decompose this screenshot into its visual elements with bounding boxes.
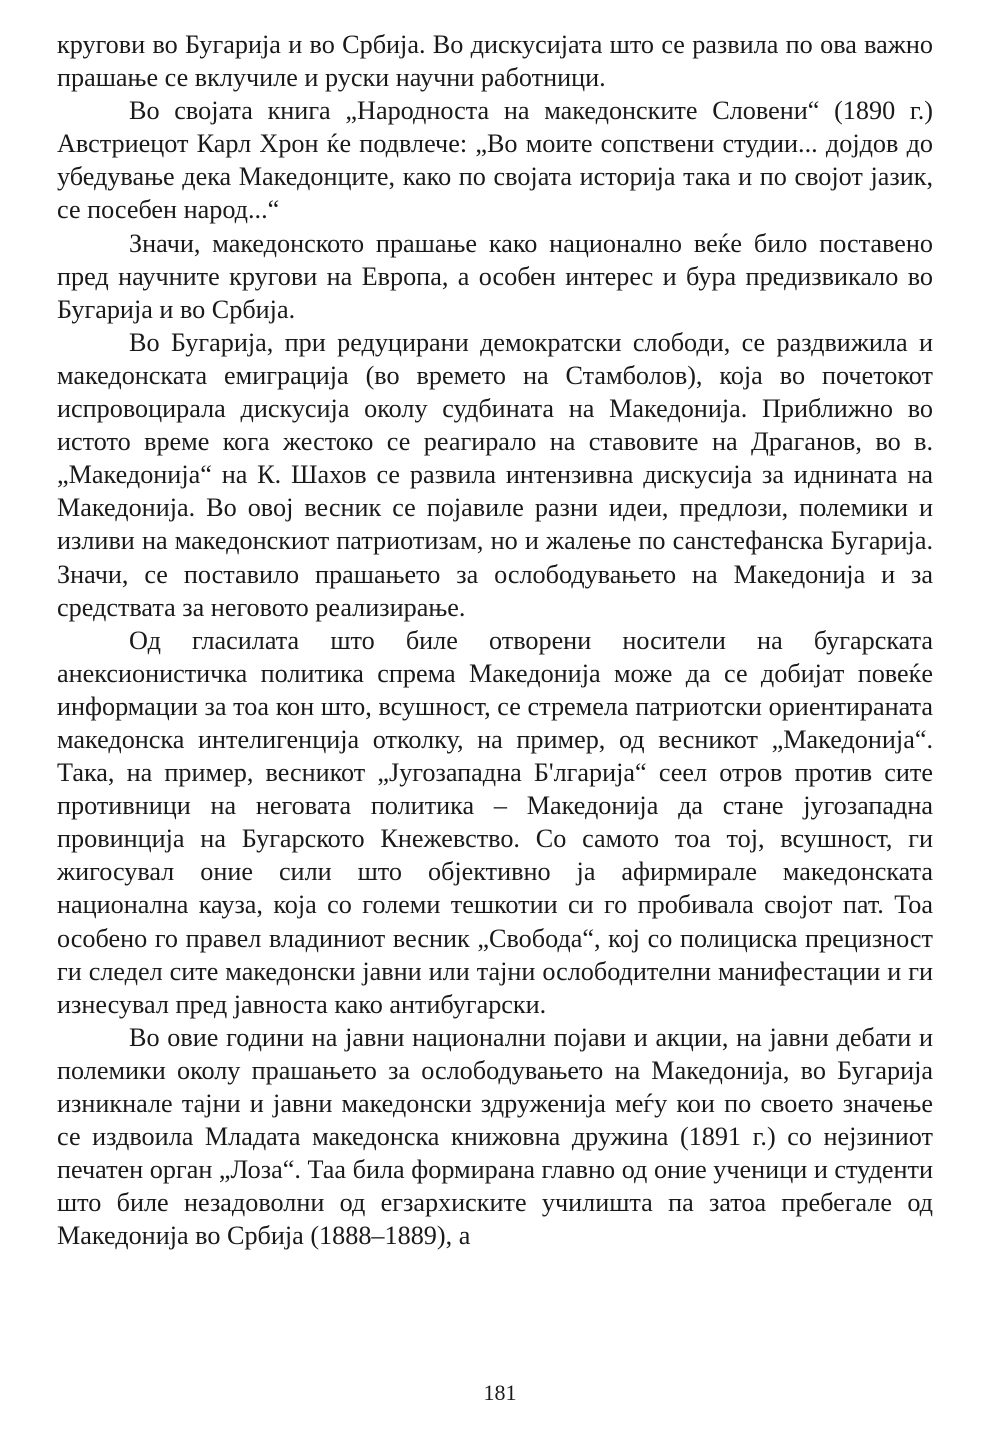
body-text	[57, 28, 933, 1252]
page-number: 181	[483, 1380, 517, 1405]
paragraph-1: кругови во Бугарија и во Србија. Во дискусијата што се развила по ова важно прашање се вклучиле и руски научни работници.	[57, 30, 933, 93]
paragraph-6: Во овие години на јавни национални појави и акции, на јавни дебати и полемики околу прашањето за ослободувањето на Македонија, во Бугарија изникнале тајни и јавни македонски здруженија меѓу кои по своето значење се издвоила Младата македонска книжовна дружина (1891 г.) со нејзиниот печатен орган „Лоза“. Таа била формирана главно од оние ученици и студенти што биле незадоволни од егзархиските училишта па затоа пребегале од Македонија во Србија (1888–1889), а	[57, 1022, 933, 1251]
paragraph-3: Значи, македонското прашање како национално веќе било поставено пред научните кругови на Европа, а особен интерес и бура предизвикало во Бугарија и во Србија.	[57, 228, 933, 324]
paragraph-4: Во Бугарија, при редуцирани демократски слободи, се раздвижила и македонската емиграција (во времето на Стамболов), која во почетокот испровоцирала дискусија околу судбината на Македонија. Приближно во истото време кога жестоко се реагирало на ставовите на Драганов, во в. „Македонија“ на К. Шахов се развила интензивна дискусија за иднината на Македонија. Во овој весник се појавиле разни идеи, предлози, полемики и изливи на македонскиот патриотизам, но и жалење по санстефанска Бугарија. Значи, се поставило прашањето за ослободувањето на Македонија и за средствата за неговото реализирање.	[57, 327, 933, 622]
paragraph-5: Од гласилата што биле отворени носители на бугарската анексионистичка политика спрема Македонија може да се добијат повеќе информации за тоа кон што, всушност, се стремела патриотски ориентираната македонска интелигенција отколку, на пример, од весникот „Македонија“. Така, на пример, весникот „Југозападна Б'лгарија“ сеел отров против сите противници на неговата политика – Македонија да стане југозападна провинција на Бугарското Кнежевство. Со самото тоа тој, всушност, ги жигосувал оние сили што објективно ја афирмирале македонската национална кауза, која со големи тешкотии си го пробивала својот пат. Тоа особено го правел владиниот весник „Свобода“, кој со полициска прецизност ги следел сите македонски јавни или тајни ослободителни манифестации и ги изнесувал пред јавноста како антибугарски.	[57, 625, 933, 1019]
paragraph-2: Во својата книга „Народноста на македонските Словени“ (1890 г.) Австриецот Карл Хрон ќе подвлече: „Во моите сопствени студии... дојдов до убедување дека Македонците, како по својата историја така и по својот јазик, се посебен народ...“	[57, 96, 933, 225]
